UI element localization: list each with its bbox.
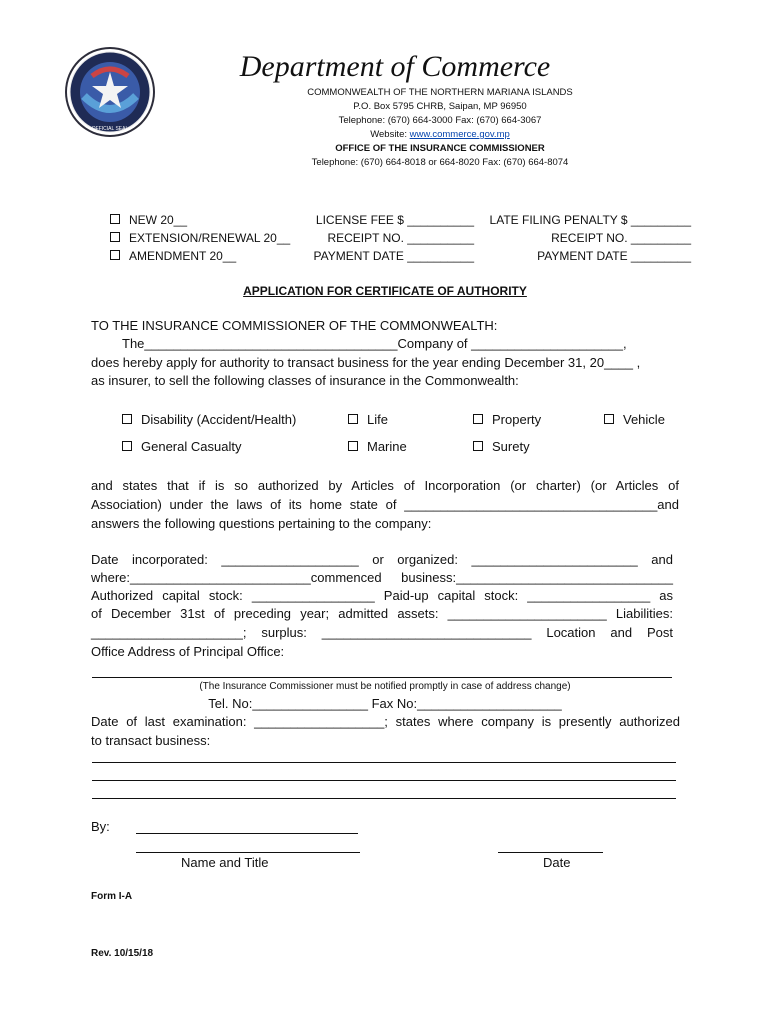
signature-field[interactable]: [136, 833, 358, 834]
license-fee-field[interactable]: LICENSE FEE $ __________: [315, 213, 474, 227]
late-penalty-field[interactable]: LATE FILING PENALTY $ _________: [489, 213, 691, 227]
states-line-1: and states that if is so authorized by Articles of Incorporation (or charter) (or Articles of: [91, 478, 679, 493]
svg-text:OFFICIAL SEAL: OFFICIAL SEAL: [91, 126, 129, 132]
date-field[interactable]: [498, 852, 603, 853]
name-title-field[interactable]: [136, 852, 360, 853]
by-label: By:: [91, 819, 110, 834]
admitted-assets-line[interactable]: of December 31st of preceding year; admitted assets: ______________________ Liabilities:: [91, 606, 673, 621]
class-property[interactable]: Property: [473, 412, 541, 427]
website-link[interactable]: www.commerce.gov.mp: [409, 129, 510, 140]
principal-office-label: Office Address of Principal Office:: [91, 644, 285, 659]
filing-new[interactable]: NEW 20__: [110, 213, 187, 227]
checkbox[interactable]: [110, 232, 120, 242]
states-line-2[interactable]: Association) under the laws of its home state of ___________________________________and: [91, 497, 679, 512]
checkbox[interactable]: [473, 441, 483, 451]
class-general-casualty[interactable]: General Casualty: [122, 439, 241, 454]
commenced-business-line[interactable]: where:_________________________commenced business:______________________________: [91, 570, 673, 585]
apply-line[interactable]: does hereby apply for authority to transact business for the year ending December 31, 20____ ,: [91, 355, 641, 370]
filing-amendment[interactable]: AMENDMENT 20__: [110, 249, 236, 263]
checkbox[interactable]: [604, 414, 614, 424]
address-change-note: (The Insurance Commissioner must be notified promptly in case of address change): [199, 681, 571, 692]
checkbox[interactable]: [110, 214, 120, 224]
checkbox[interactable]: [122, 441, 132, 451]
checkbox[interactable]: [348, 414, 358, 424]
transact-business-label: to transact business:: [91, 733, 211, 748]
states-line-3: answers the following questions pertaining to the company:: [91, 516, 432, 531]
date-incorporated-line[interactable]: Date incorporated: ___________________ or organized: _______________________ and: [91, 552, 673, 567]
addressee: TO THE INSURANCE COMMISSIONER OF THE COMMONWEALTH:: [91, 318, 498, 333]
class-life[interactable]: Life: [348, 412, 388, 427]
department-title: Department of Commerce: [239, 50, 551, 83]
payment-date-field[interactable]: PAYMENT DATE __________: [313, 249, 474, 263]
late-receipt-field[interactable]: RECEIPT NO. _________: [551, 231, 691, 245]
class-surety[interactable]: Surety: [473, 439, 530, 454]
states-authorized-field-1[interactable]: [92, 762, 676, 763]
website-label: Website:: [370, 129, 407, 140]
class-marine[interactable]: Marine: [348, 439, 407, 454]
principal-office-address-field[interactable]: [92, 677, 672, 678]
form-title: APPLICATION FOR CERTIFICATE OF AUTHORITY: [243, 284, 527, 298]
header-website-row: [230, 128, 650, 142]
header-line-1: COMMONWEALTH OF THE NORTHERN MARIANA ISLANDS: [307, 87, 573, 98]
late-payment-date-field[interactable]: PAYMENT DATE _________: [537, 249, 691, 263]
checkbox[interactable]: [110, 250, 120, 260]
receipt-no-field[interactable]: RECEIPT NO. __________: [327, 231, 474, 245]
capital-stock-line[interactable]: Authorized capital stock: _________________ Paid-up capital stock: _________________ as: [91, 588, 673, 603]
company-line[interactable]: The___________________________________Company of _____________________,: [122, 336, 627, 351]
states-authorized-field-3[interactable]: [92, 798, 676, 799]
filing-extension[interactable]: EXTENSION/RENEWAL 20__: [110, 231, 290, 245]
checkbox[interactable]: [122, 414, 132, 424]
office-title: OFFICE OF THE INSURANCE COMMISSIONER: [335, 143, 545, 154]
date-label: Date: [543, 855, 571, 870]
states-authorized-field-2[interactable]: [92, 780, 676, 781]
checkbox[interactable]: [348, 441, 358, 451]
form-number: Form I-A: [91, 891, 133, 902]
revision-date: Rev. 10/15/18: [91, 948, 154, 959]
surplus-line[interactable]: _____________________; surplus: _____________________________ Location and Post: [91, 625, 673, 640]
office-phone: Telephone: (670) 664-8018 or 664-8020 Fax: (670) 664-8074: [311, 157, 569, 168]
header-line-2: P.O. Box 5795 CHRB, Saipan, MP 96950: [353, 101, 527, 112]
class-vehicle[interactable]: Vehicle: [604, 412, 665, 427]
tel-fax-line[interactable]: Tel. No:________________ Fax No:____________________: [208, 696, 562, 711]
header-line-3: Telephone: (670) 664-3000 Fax: (670) 664-3067: [338, 115, 542, 126]
class-disability[interactable]: Disability (Accident/Health): [122, 412, 296, 427]
last-examination-line[interactable]: Date of last examination: __________________; states where company is presently authorized: [91, 714, 680, 729]
insurer-line: as insurer, to sell the following classes of insurance in the Commonwealth:: [91, 373, 519, 388]
checkbox[interactable]: [473, 414, 483, 424]
name-title-label: Name and Title: [181, 855, 269, 870]
